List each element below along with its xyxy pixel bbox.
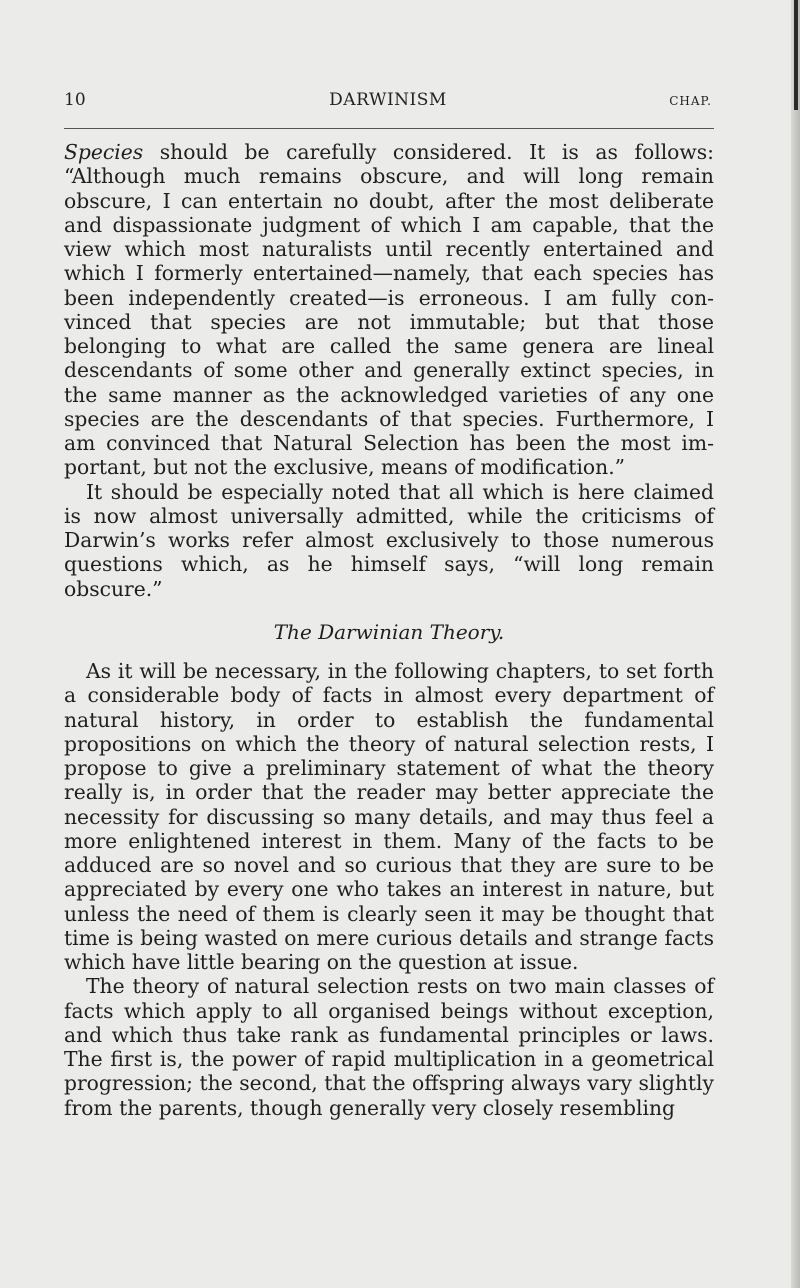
page-number: 10 [64, 90, 86, 110]
paragraph-4: The theory of natural selection rests on two main classes of facts which apply to all organised beings without exception, and which thus take rank as fundamental principles or laws. The first is, the power of rapid multiplication in a geometrical progression; the second, that the offspring always vary slightly from the parents, though generally very closely resembling [64, 974, 714, 1120]
paragraph-2: It should be especially noted that all which is here claimed is now almost universally admitted, while the criticisms of Darwin’s works refer almost exclusively to those numerous questions which, as he himself says, “will long remain obscure.” [64, 479, 714, 601]
header-rule [64, 128, 714, 129]
paragraph-3: As it will be necessary, in the following chapters, to set forth a considerable body of facts in almost every department of natural history, in order to establish the fundamental propositions on which the theory of natural selection rests, I propose to give a preliminary statement of what the theory really is, in order that the reader may better appreciate the necessity for discussing so many details, and may thus feel a more enlightened interest in them. Many of the facts to be adduced are so novel and so curious that they are sure to be appreciated by every one who takes an interest in nature, but unless the need of them is clearly seen it may be thought that time is being wasted on mere curious details and strange facts which have little bearing on the question at issue. [64, 659, 714, 974]
page-header [64, 90, 712, 116]
paragraph-1 [64, 140, 714, 480]
page-edge-shadow [791, 0, 800, 1288]
section-heading: The Darwinian Theory. [273, 619, 505, 644]
chapter-tag: CHAP. [669, 94, 712, 108]
paragraph-1-text: should be carefully considered. It is as follows: “Although much remains obscure, and will long remain obscure, I can entertain no doubt, after the most deliberate and dispassionate judgment of which I am capable, that the view which most naturalists until recently entertained and which I formerly entertained—namely, that each species has been independently created—is erroneous. I am fully convinced that species are not immutable; but that those belonging to what are called the same genera are lineal descendants of some other and generally extinct species, in the same manner as the acknowledged varieties of any one species are the descendants of that species. Furthermore, I am convinced that Natural Selection has been the most important, but not the exclusive, means of modification.” [64, 140, 714, 480]
paragraph-1-lead: Species [64, 140, 144, 164]
running-title: DARWINISM [329, 90, 447, 110]
body-text [64, 140, 714, 1120]
